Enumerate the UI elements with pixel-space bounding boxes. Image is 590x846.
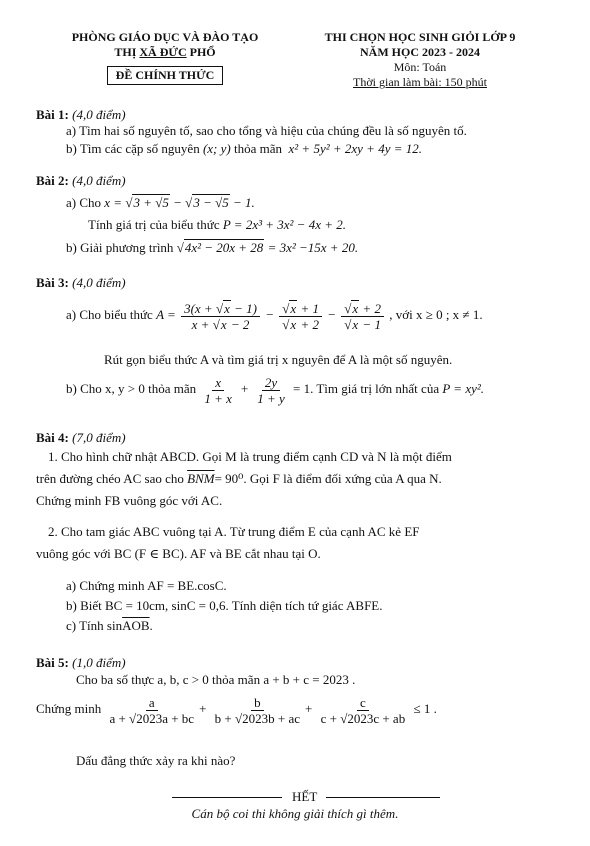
problem-2-heading: Bài 2: (4,0 điểm): [36, 173, 126, 188]
problem-3b: b) Cho x, y > 0 thỏa mãn $\frac{x}{1 + x}$ + $\frac{2y}{1 + y}$ = 1. Tìm giá trị lớn nhất của P = xy².: [66, 374, 485, 406]
fraction: $\frac{x}{1 + x}$: [204, 374, 232, 406]
fraction: $\frac{3(x + √x - 1)}{x + √x - 2}$: [181, 301, 260, 332]
problem-2a: a) Cho x = √3 + √5 − √3 − √5 − 1.: [66, 195, 255, 210]
proctor-note: Cán bộ coi thi không giải thích gì thêm.: [191, 806, 399, 821]
problem-5-inequality: Chứng minh $\frac{a}{a + √2023a + bc}$ + $\frac{b}{b + √2023b + ac}$ + $\frac{c}{c + √2023c + ab}$ ≤ 1 .: [36, 694, 437, 726]
fraction: $\frac{2y}{1 + y}$: [257, 374, 285, 406]
end-label: HẾT: [292, 789, 318, 804]
department-name: PHÒNG GIÁO DỤC VÀ ĐÀO TẠO: [71, 30, 259, 44]
problem-3-heading: Bài 3: (4,0 điểm): [36, 275, 126, 290]
official-label: ĐỀ CHÍNH THỨC: [107, 66, 224, 85]
problem-5-statement: Cho ba số thực a, b, c > 0 thỏa mãn a + b + c = 2023 .: [76, 672, 356, 687]
problem-4-2c: c) Tính $\sin\overline{AOB}$.: [66, 618, 153, 633]
school-year: NĂM HỌC 2023 - 2024: [360, 45, 480, 59]
problem-4-2a: a) Chứng minh AF = BE.cosC.: [66, 578, 227, 593]
problem-2a-evaluate: Tính giá trị của biểu thức P = 2x³ + 3x² − 4x + 2.: [88, 217, 346, 232]
problem-4-1-line1: 1. Cho hình chữ nhật ABCD. Gọi M là trung điểm cạnh CD và N là một điểm: [48, 449, 452, 464]
problem-5-heading: Bài 5: (1,0 điểm): [36, 655, 126, 670]
problem-4-1-line3: Chứng minh FB vuông góc với AC.: [36, 493, 223, 508]
problem-4-1-line2: trên đường chéo AC sao cho $\overline{BNM}= 90^0$. Gọi F là điểm đối xứng của A qua N.: [36, 471, 442, 486]
header-right: [300, 30, 540, 90]
fraction: $\frac{√x + 1}{√x + 2}$: [279, 301, 322, 332]
problem-3a: a) Cho biểu thức A = $\frac{3(x + √x - 1)}{x + √x - 2}$ − $\frac{√x + 1}{√x + 2}$ − $\frac{√x + 2}{√x - 1}$ , với x ≥ 0 ; x ≠ 1.: [66, 300, 483, 332]
problem-4-2-line2: vuông góc với BC (F ∈ BC). AF và BE cắt nhau tại O.: [36, 546, 321, 561]
town-name: THỊ XÃ ĐỨC PHỔ: [114, 45, 216, 59]
problem-4-2b: b) Biết BC = 10cm, sinC = 0,6. Tính diện tích tứ giác ABFE.: [66, 598, 383, 613]
problem-1-heading: Bài 1: (4,0 điểm): [36, 107, 126, 122]
problem-4-2-line1: 2. Cho tam giác ABC vuông tại A. Từ trung điểm E của cạnh AC kẻ EF: [48, 524, 420, 539]
subject: Môn: Toán: [393, 60, 447, 74]
fraction: $\frac{√x + 2}{√x - 1}$: [341, 301, 384, 332]
problem-5-equality: Dấu đẳng thức xảy ra khi nào?: [76, 753, 236, 768]
time-limit: Thời gian làm bài: 150 phút: [353, 75, 487, 89]
header-left: [60, 30, 270, 85]
fraction: $\frac{a}{a + √2023a + bc}$: [109, 694, 195, 726]
problem-3a-task: Rút gọn biểu thức A và tìm giá trị x nguyên để A là một số nguyên.: [104, 352, 453, 367]
end-rule-right: [326, 797, 440, 798]
end-rule-left: [172, 797, 282, 798]
fraction: $\frac{c}{c + √2023c + ab}$: [320, 694, 406, 726]
exam-title: THI CHỌN HỌC SINH GIỎI LỚP 9: [324, 30, 516, 44]
problem-4-heading: Bài 4: (7,0 điểm): [36, 430, 126, 445]
problem-1a: a) Tìm hai số nguyên tố, sao cho tổng và hiệu của chúng đều là số nguyên tố.: [66, 123, 467, 138]
fraction: $\frac{b}{b + √2023b + ac}$: [214, 694, 300, 726]
problem-1b: b) Tìm các cặp số nguyên (x; y) thỏa mãn x² + 5y² + 2xy + 4y = 12.: [66, 141, 422, 156]
problem-2b: b) Giải phương trình √4x² − 20x + 28 = 3x² −15x + 20.: [66, 240, 359, 255]
